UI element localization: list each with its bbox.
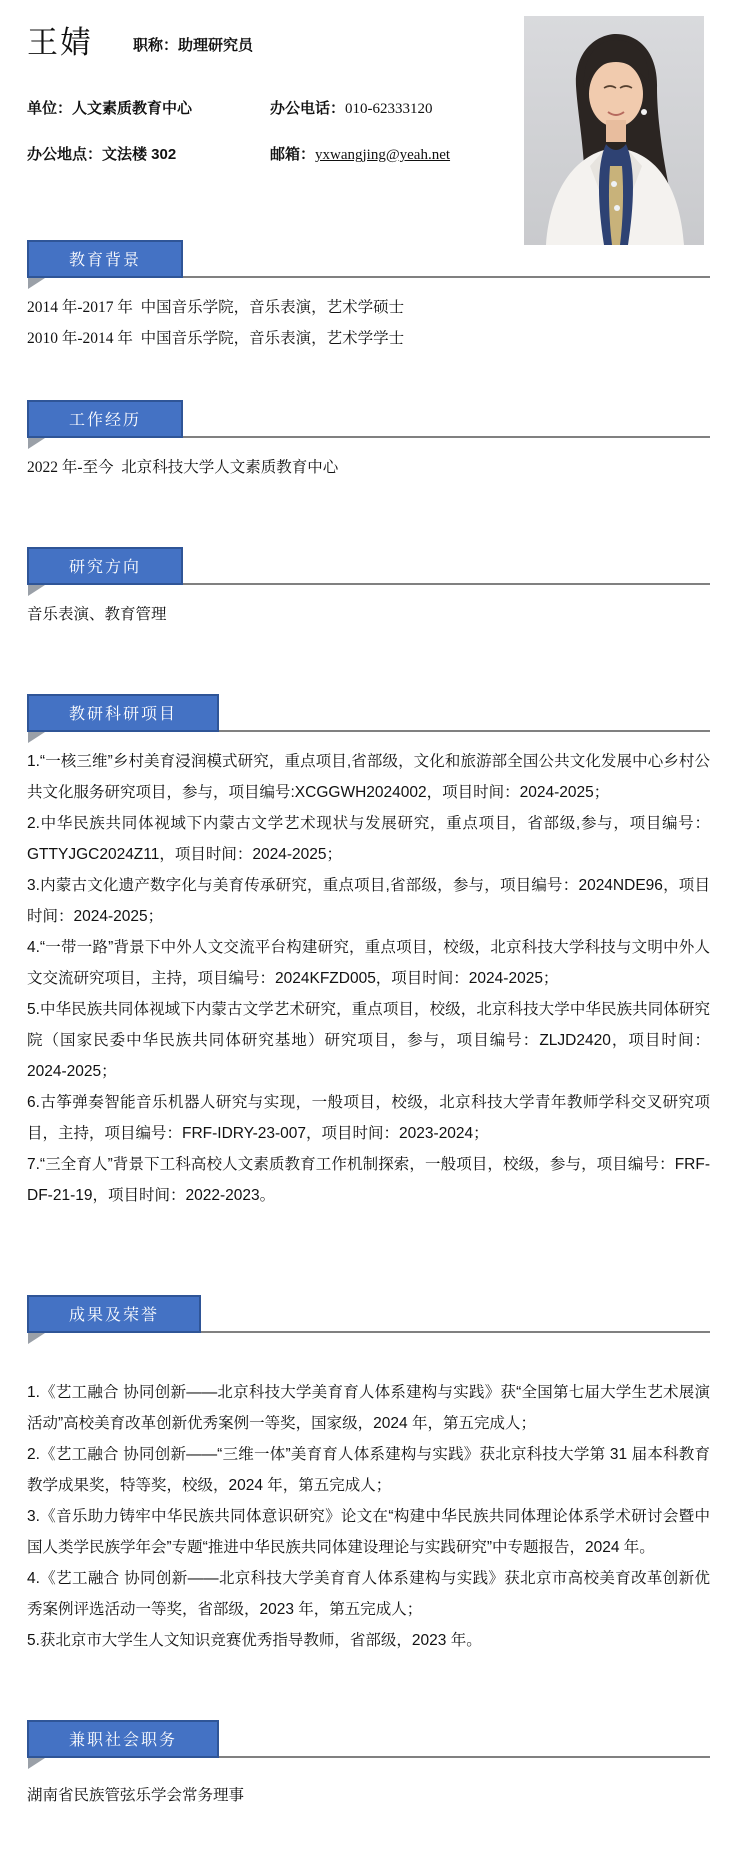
unit-field	[27, 100, 270, 118]
list-item: 3.《音乐助力铸牢中华民族共同体意识研究》论文在“构建中华民族共同体理论体系学术研讨会暨中国人类学民族学年会”专题“推进中华民族共同体建设理论与实践研究”中专题报告，2024 年。	[27, 1508, 710, 1556]
header-rule	[183, 436, 710, 438]
person-name: 王婧	[27, 25, 93, 60]
projects-title: 教研科研项目	[27, 694, 219, 732]
research-title: 研究方向	[27, 547, 183, 585]
fold-triangle-icon	[28, 1758, 45, 1769]
list-item: 7.“三全育人”背景下工科高校人文素质教育工作机制探索，一般项目，校级，参与，项目编号：FRF-DF-21-19，项目时间：2022-2023。	[27, 1156, 710, 1204]
research-body	[27, 585, 710, 630]
list-item: 2.中华民族共同体视域下内蒙古文学艺术现状与发展研究，重点项目，省部级,参与，项目编号：GTTYJGC2024Z11，项目时间：2024-2025；	[27, 815, 710, 863]
phone-value: 010-62333120	[345, 101, 433, 117]
projects-body	[27, 732, 710, 1211]
unit-label: 单位：	[27, 100, 73, 117]
research-header	[27, 547, 710, 585]
list-item: 5.获北京市大学生人文知识竞赛优秀指导教师，省部级，2023 年。	[27, 1632, 482, 1649]
contact-details	[27, 100, 485, 164]
positions-title: 兼职社会职务	[27, 1720, 219, 1758]
section-honors	[27, 1295, 710, 1656]
honors-title: 成果及荣誉	[27, 1295, 201, 1333]
email-label: 邮箱：	[270, 146, 316, 163]
email-link[interactable]: yxwangjing@yeah.net	[315, 147, 451, 163]
work-body	[27, 438, 710, 483]
section-research	[27, 547, 710, 630]
phone-field	[270, 100, 485, 118]
fold-triangle-icon	[28, 278, 45, 289]
email-field	[270, 146, 485, 164]
work-title: 工作经历	[27, 400, 183, 438]
projects-header	[27, 694, 710, 732]
section-projects	[27, 694, 710, 1211]
profile-header	[27, 26, 710, 234]
work-header	[27, 400, 710, 438]
job-title-value: 助理研究员	[178, 37, 254, 54]
list-item: 3.内蒙古文化遗产数字化与美育传承研究，重点项目,省部级，参与，项目编号：2024NDE96，项目时间：2024-2025；	[27, 877, 710, 925]
job-title	[133, 34, 253, 60]
honors-body	[27, 1333, 710, 1656]
header-rule	[183, 276, 710, 278]
education-body	[27, 278, 710, 354]
list-item: 1.《艺工融合 协同创新——北京科技大学美育育人体系建构与实践》获“全国第七届大学生艺术展演活动”高校美育改革创新优秀案例一等奖，国家级，2024 年，第五完成人；	[27, 1384, 710, 1432]
positions-header	[27, 1720, 710, 1758]
header-rule	[219, 730, 710, 732]
unit-value: 人文素质教育中心	[72, 100, 193, 117]
education-header	[27, 240, 710, 278]
list-item: 5.中华民族共同体视域下内蒙古文学艺术研究，重点项目，校级，北京科技大学中华民族共同体研究院（国家民委中华民族共同体研究基地）研究项目，参与，项目编号：ZLJD2420，项目时间：2024-2025；	[27, 1001, 710, 1080]
list-item: 6.古筝弹奏智能音乐机器人研究与实现，一般项目，校级，北京科技大学青年教师学科交叉研究项目，主持，项目编号：FRF-IDRY-23-007，项目时间：2023-2024；	[27, 1094, 710, 1142]
job-title-label: 职称：	[133, 37, 179, 54]
header-rule	[201, 1331, 710, 1333]
list-item: 4.“一带一路”背景下中外人文交流平台构建研究，重点项目，校级，北京科技大学科技与文明中外人文交流研究项目，主持，项目编号：2024KFZD005，项目时间：2024-2025；	[27, 939, 710, 987]
fold-triangle-icon	[28, 585, 45, 596]
fold-triangle-icon	[28, 732, 45, 743]
list-item: 2010 年-2014 年 中国音乐学院，音乐表演，艺术学学士	[27, 330, 405, 347]
office-field	[27, 146, 270, 164]
section-positions	[27, 1720, 710, 1811]
list-item: 2.《艺工融合 协同创新——“三维一体”美育育人体系建构与实践》获北京科技大学第 31 届本科教育教学成果奖，特等奖，校级，2024 年，第五完成人；	[27, 1446, 710, 1494]
education-title: 教育背景	[27, 240, 183, 278]
section-work	[27, 400, 710, 483]
header-rule	[183, 583, 710, 585]
phone-label: 办公电话：	[270, 100, 346, 117]
profile-photo	[524, 16, 704, 245]
header-rule	[219, 1756, 710, 1758]
office-value: 文法楼 302	[102, 146, 177, 163]
fold-triangle-icon	[28, 438, 45, 449]
list-item: 2022 年-至今 北京科技大学人文素质教育中心	[27, 459, 339, 476]
list-item: 音乐表演、教育管理	[27, 606, 167, 623]
fold-triangle-icon	[28, 1333, 45, 1344]
list-item: 湖南省民族管弦乐学会常务理事	[27, 1787, 245, 1804]
list-item: 4.《艺工融合 协同创新——北京科技大学美育育人体系建构与实践》获北京市高校美育改革创新优秀案例评选活动一等奖，省部级，2023 年，第五完成人；	[27, 1570, 710, 1618]
list-item: 1.“一核三维”乡村美育浸润模式研究，重点项目,省部级，文化和旅游部全国公共文化发展中心乡村公共文化服务研究项目，参与，项目编号:XCGGWH2024002，项目时间：2024-2025；	[27, 753, 710, 801]
honors-header	[27, 1295, 710, 1333]
list-item: 2014 年-2017 年 中国音乐学院，音乐表演，艺术学硕士	[27, 299, 405, 316]
office-label: 办公地点：	[27, 146, 103, 163]
section-education	[27, 240, 710, 354]
positions-body	[27, 1758, 710, 1811]
